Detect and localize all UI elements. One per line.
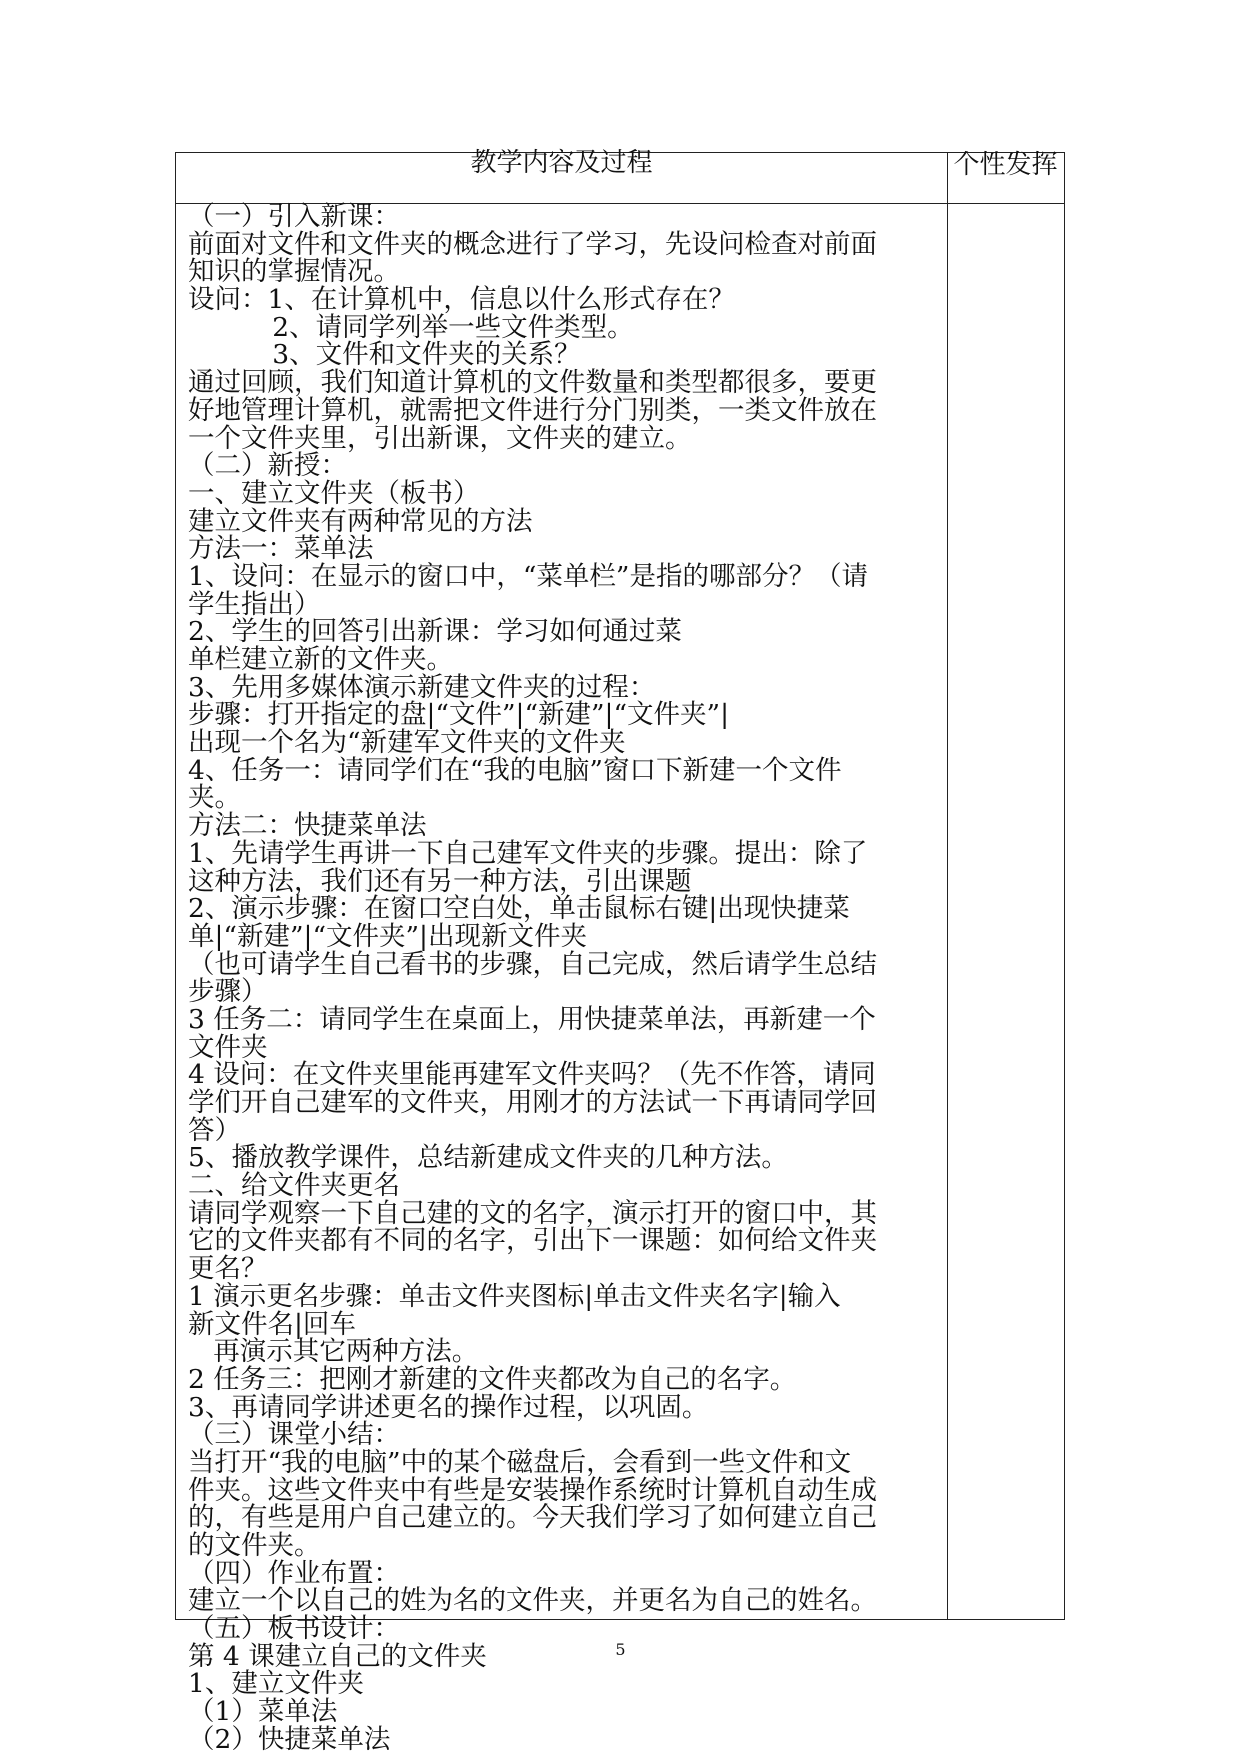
content-line: （三）课堂小结： <box>188 1419 400 1451</box>
content-line: 它的文件夹都有不同的名字，引出下一课题：如何给文件夹 <box>188 1225 877 1257</box>
content-line: 2、演示步骤：在窗口空白处，单击鼠标右键|出现快捷菜 <box>188 893 850 925</box>
content-line: 学们开自己建军的文件夹，用刚才的方法试一下再请同学回 <box>188 1087 877 1118</box>
content-line: 4 设问：在文件夹里能再建军文件夹吗？（先不作答，请同 <box>188 1059 876 1091</box>
column-divider <box>947 153 948 1619</box>
content-line: 再演示其它两种方法。 <box>188 1336 479 1368</box>
content-line: 文件夹 <box>188 1031 268 1063</box>
content-line: 出现一个名为“新建军文件夹的文件夹 <box>188 727 626 759</box>
content-line: （2）快捷菜单法 <box>188 1723 391 1755</box>
content-line: 学生指出） <box>188 588 321 620</box>
content-line: 1、先请学生再讲一下自己建军文件夹的步骤。提出：除了 <box>188 837 868 869</box>
content-line: 步骤） <box>188 976 268 1008</box>
content-line: 一个文件夹里，引出新课，文件夹的建立。 <box>188 422 692 454</box>
content-line: 1、设问：在显示的窗口中，“菜单栏”是指的哪部分？（请 <box>188 560 868 592</box>
content-line: 更名？ <box>188 1253 268 1285</box>
content-line: 5、播放教学课件，总结新建成文件夹的几种方法。 <box>188 1142 788 1174</box>
lesson-table <box>175 148 1065 1755</box>
content-line: 3、先用多媒体演示新建文件夹的过程： <box>188 671 656 703</box>
content-line: （一）引入新课： <box>188 201 400 232</box>
content-line: （五）板书设计： <box>188 1613 400 1645</box>
content-line: 建立文件夹有两种常见的方法 <box>188 505 533 537</box>
content-line: 这种方法，我们还有另一种方法，引出课题 <box>188 865 692 897</box>
table-header-content: 教学内容及过程 <box>470 148 653 178</box>
table-header-notes: 个性发挥 <box>953 150 1058 180</box>
content-line: 当打开“我的电脑”中的某个磁盘后，会看到一些文件和文 <box>188 1446 852 1478</box>
content-line: 一、建立文件夹（板书） <box>188 477 480 509</box>
content-line: （1）菜单法 <box>188 1696 338 1728</box>
content-line: 2 任务三：把刚才新建的文件夹都改为自己的名字。 <box>188 1363 797 1395</box>
content-line: 3、文件和文件夹的关系？ <box>188 339 581 371</box>
content-line: 方法一：菜单法 <box>188 533 374 565</box>
content-line: （二）新授： <box>188 450 347 482</box>
content-line: （也可请学生自己看书的步骤，自己完成，然后请学生总结 <box>188 948 877 980</box>
content-line: 请同学观察一下自己建的文的名字，演示打开的窗口中，其 <box>188 1197 877 1229</box>
content-line: 的文件夹。 <box>188 1530 321 1561</box>
content-line: 前面对文件和文件夹的概念进行了学习，先设问检查对前面 <box>188 228 877 260</box>
page-number: 5 <box>615 1640 626 1659</box>
content-line: 新文件名|回车 <box>188 1308 356 1340</box>
content-line: 好地管理计算机，就需把文件进行分门别类，一类文件放在 <box>188 394 877 426</box>
content-line: 二、给文件夹更名 <box>188 1170 400 1202</box>
content-line: 步骤：打开指定的盘|“文件”|“新建”|“文件夹”| <box>188 699 729 731</box>
content-line: 建立一个以自己的姓为名的文件夹，并更名为自己的姓名。 <box>188 1585 877 1617</box>
content-line: 3、再请同学讲述更名的操作过程，以巩固。 <box>188 1391 709 1423</box>
content-line: 件夹。这些文件夹中有些是安装操作系统时计算机自动生成 <box>188 1474 877 1506</box>
content-line: 单栏建立新的文件夹。 <box>188 644 453 675</box>
content-line: 通过回顾，我们知道计算机的文件数量和类型都很多，要更 <box>188 367 877 399</box>
content-line: 2、学生的回答引出新课：学习如何通过菜 <box>188 616 682 648</box>
content-line: 答） <box>188 1114 241 1146</box>
lesson-content <box>188 203 943 1754</box>
content-line: 1 演示更名步骤：单击文件夹图标|单击文件夹名字|输入 <box>188 1280 841 1312</box>
content-line: 3 任务二：请同学生在桌面上，用快捷菜单法，再新建一个 <box>188 1003 876 1035</box>
content-line: 4、任务一：请同学们在“我的电脑”窗口下新建一个文件 <box>188 754 842 786</box>
content-line: 1、建立文件夹 <box>188 1668 364 1700</box>
content-line: 知识的掌握情况。 <box>188 256 400 288</box>
content-line: 2、请同学列举一些文件类型。 <box>188 311 634 343</box>
content-line: 的，有些是用户自己建立的。今天我们学习了如何建立自己 <box>188 1502 877 1534</box>
content-line: 设问：1、在计算机中，信息以什么形式存在？ <box>188 284 735 316</box>
content-line: 单|“新建”|“文件夹”|出现新文件夹 <box>188 920 587 952</box>
content-line: 方法二：快捷菜单法 <box>188 810 427 842</box>
content-line: 夹。 <box>188 782 241 814</box>
content-line: 第 4 课建立自己的文件夹 <box>188 1640 487 1672</box>
content-line: （四）作业布置： <box>188 1557 400 1589</box>
